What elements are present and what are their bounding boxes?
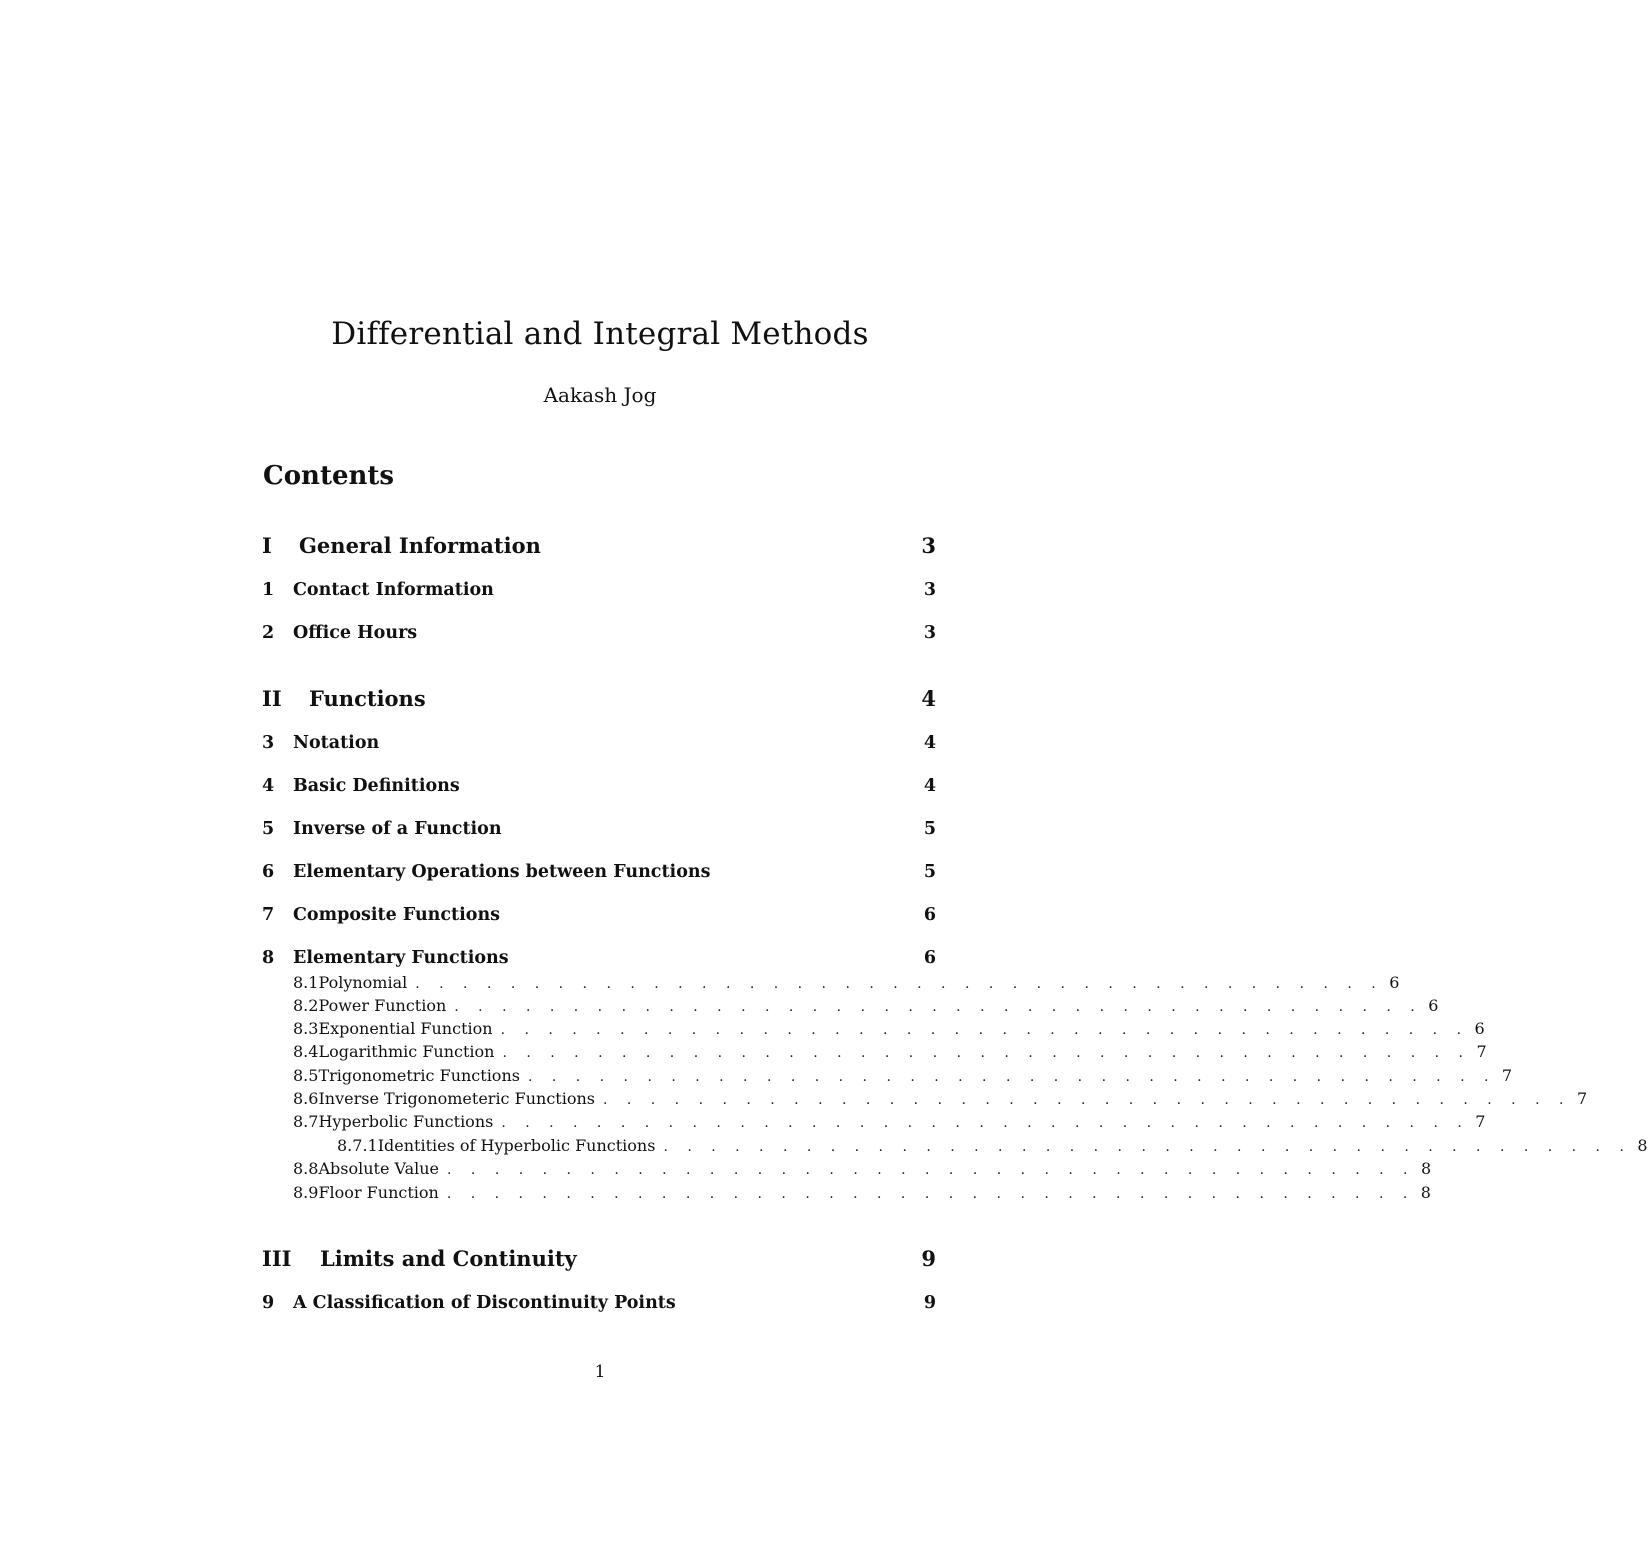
toc-entry[interactable] xyxy=(262,862,936,882)
toc-entry-number: 8.4 xyxy=(293,1042,319,1061)
toc-entry-label: Inverse of a Function xyxy=(293,819,502,839)
toc-entry-label: Trigonometric Functions xyxy=(318,1066,520,1085)
toc-entry-number: 6 xyxy=(262,862,275,882)
toc-entry-label: Composite Functions xyxy=(293,905,501,925)
toc-entry-label: Absolute Value xyxy=(318,1159,440,1178)
toc-entry-page: 7 xyxy=(1501,1066,1513,1085)
toc-entry[interactable] xyxy=(262,686,936,711)
toc-entry-page: 6 xyxy=(923,905,936,925)
toc-entry-number: 9 xyxy=(262,1293,275,1313)
toc-entry-label: Limits and Continuity xyxy=(320,1246,577,1271)
toc-leader-dots: . . . . . . . . . . . . . . . . . . . . . . . . . . . . . . . . . . . . . . . . . xyxy=(446,1186,1415,1202)
toc-entry-label: Contact Information xyxy=(293,580,494,600)
toc-entry-page: 4 xyxy=(921,686,936,711)
toc-entry-page: 8 xyxy=(1637,1136,1648,1155)
toc-entry[interactable] xyxy=(262,1042,1487,1061)
toc-leader-dots: . . . . . . . . . . . . . . . . . . . . . . . . . . . . . . . . . . . . . . . . . xyxy=(501,1115,1470,1131)
toc-entry-number: 3 xyxy=(262,733,275,753)
toc-leader-dots: . . . . . . . . . . . . . . . . . . . . . . . . . . . . . . . . . . . . . . . . . xyxy=(602,1092,1571,1108)
toc-entry[interactable] xyxy=(262,996,1439,1015)
toc-entry-number: 8.9 xyxy=(293,1183,319,1202)
toc-entry-number: II xyxy=(262,686,282,711)
toc-entry-number: 8.3 xyxy=(293,1019,319,1038)
toc-entry-label: Polynomial xyxy=(318,973,408,992)
toc-leader-dots: . . . . . . . . . . . . . . . . . . . . . . . . . . . . . . . . . . . . . . . . . xyxy=(500,1022,1469,1038)
toc-entry-label: Basic Definitions xyxy=(293,776,460,796)
toc-entry-number: 7 xyxy=(262,905,275,925)
toc-entry-number: 1 xyxy=(262,580,275,600)
toc-entry-label: Elementary Operations between Functions xyxy=(293,862,711,882)
page-number: 1 xyxy=(594,1362,606,1382)
toc-leader-dots: . . . . . . . . . . . . . . . . . . . . . . . . . . . . . . . . . . . . . . . . . xyxy=(454,999,1423,1015)
toc-entry-label: Identities of Hyperbolic Functions xyxy=(377,1136,656,1155)
toc-entry-page: 8 xyxy=(1420,1159,1432,1178)
toc-entry-page: 6 xyxy=(1474,1019,1485,1038)
document-title: Differential and Integral Methods xyxy=(331,316,869,352)
toc-entry-page: 7 xyxy=(1576,1089,1588,1108)
toc-entry-label: Logarithmic Function xyxy=(318,1042,495,1061)
toc-entry-label: Floor Function xyxy=(318,1183,439,1202)
toc-entry-number: 8.2 xyxy=(293,996,319,1015)
toc-entry[interactable] xyxy=(262,905,936,925)
toc-entry-number: 8.7.1 xyxy=(337,1136,378,1155)
toc-entry-page: 9 xyxy=(921,1246,936,1271)
toc-entry[interactable] xyxy=(262,733,936,753)
toc-entry-number: III xyxy=(262,1246,292,1271)
toc-entry-label: Power Function xyxy=(318,996,447,1015)
toc-entry-page: 7 xyxy=(1476,1042,1487,1061)
toc-entry[interactable] xyxy=(262,1112,1486,1131)
toc-entry[interactable] xyxy=(262,1019,1485,1038)
toc-leader-dots: . . . . . . . . . . . . . . . . . . . . . . . . . . . . . . . . . . . . . . . . . xyxy=(415,976,1384,992)
toc-entry-number: 8.8 xyxy=(293,1159,319,1178)
toc-entry-page: 4 xyxy=(923,776,936,796)
toc-entry-page: 5 xyxy=(923,862,936,882)
toc-entry-number: 4 xyxy=(262,776,275,796)
toc-entry-page: 3 xyxy=(923,580,936,600)
toc-entry[interactable] xyxy=(262,533,936,558)
toc-entry-label: A Classification of Discontinuity Points xyxy=(293,1293,676,1313)
toc-entry[interactable] xyxy=(262,1159,1432,1178)
toc-entry-label: Office Hours xyxy=(293,623,418,643)
toc-entry[interactable] xyxy=(262,776,936,796)
toc-entry-page: 8 xyxy=(1420,1183,1431,1202)
toc-entry-label: Elementary Functions xyxy=(293,948,509,968)
toc-entry-page: 6 xyxy=(1389,973,1400,992)
toc-leader-dots: . . . . . . . . . . . . . . . . . . . . . . . . . . . . . . . . . . . . . . . . . xyxy=(447,1162,1415,1178)
toc-entry-label: General Information xyxy=(299,533,541,558)
toc-entry[interactable] xyxy=(262,580,936,600)
toc-entry-number: 8 xyxy=(262,948,275,968)
toc-entry-page: 6 xyxy=(923,948,936,968)
toc-entry-number: 8.6 xyxy=(293,1089,319,1108)
toc-entry[interactable] xyxy=(262,1246,936,1271)
toc-entry-page: 9 xyxy=(923,1293,936,1313)
toc-leader-dots: . . . . . . . . . . . . . . . . . . . . . . . . . . . . . . . . . . . . . . . . . xyxy=(663,1139,1632,1155)
toc-entry-number: 8.7 xyxy=(293,1112,319,1131)
toc-entry[interactable] xyxy=(262,1183,1431,1202)
toc-entry-label: Inverse Trigonometeric Functions xyxy=(318,1089,595,1108)
toc-entry[interactable] xyxy=(262,1293,936,1313)
toc-leader-dots: . . . . . . . . . . . . . . . . . . . . . . . . . . . . . . . . . . . . . . . . . xyxy=(502,1045,1471,1061)
document-author: Aakash Jog xyxy=(543,383,657,407)
contents-heading: Contents xyxy=(263,461,395,491)
toc-entry-label: Exponential Function xyxy=(318,1019,493,1038)
toc-entry[interactable] xyxy=(262,623,936,643)
toc-entry-page: 6 xyxy=(1428,996,1439,1015)
toc-entry-page: 4 xyxy=(923,733,936,753)
toc-entry-label: Hyperbolic Functions xyxy=(318,1112,494,1131)
toc-entry[interactable] xyxy=(262,1066,1513,1085)
toc-entry-number: I xyxy=(262,533,272,558)
toc-entry-page: 3 xyxy=(923,623,936,643)
toc-entry[interactable] xyxy=(262,973,1400,992)
toc-entry-number: 2 xyxy=(262,623,275,643)
toc-entry[interactable] xyxy=(262,1136,1648,1155)
toc-entry-label: Notation xyxy=(293,733,380,753)
toc-entry-label: Functions xyxy=(309,686,426,711)
toc-leader-dots: . . . . . . . . . . . . . . . . . . . . . . . . . . . . . . . . . . . . . . . . . xyxy=(527,1069,1496,1085)
toc-entry[interactable] xyxy=(262,1089,1588,1108)
toc-entry-page: 3 xyxy=(921,533,936,558)
toc-entry[interactable] xyxy=(262,819,936,839)
toc-entry-number: 8.1 xyxy=(293,973,319,992)
toc-entry-page: 5 xyxy=(923,819,936,839)
toc-entry-page: 7 xyxy=(1475,1112,1486,1131)
toc-entry-number: 8.5 xyxy=(293,1066,319,1085)
toc-entry-number: 5 xyxy=(262,819,275,839)
toc-entry[interactable] xyxy=(262,948,936,968)
